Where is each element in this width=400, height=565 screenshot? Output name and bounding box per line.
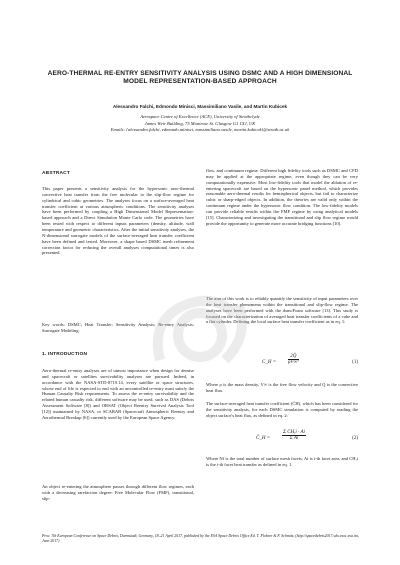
- equation-1-numerator: 2Q̇: [288, 354, 299, 360]
- abstract-text: This paper presents a sensitivity analysis for the hypersonic aero-thermal convective heat transfer from the free molecular to the slip-flow regime for cylindrical and cubic geometries. The analyses focus on a surface-averaged heat transfer coefficient at various atmospheric conditions. The sensitivity analyses have been performed by coupling a High Dimensional Model Representation-based approach and a Direct Simulation Monte Carlo code. The geometries have been tested with respect to different inputs parameters (density, altitude, wall temperature and geometric characteristics. After the initial sensitivity analyses, the N-dimensional surrogate models of the surface-averaged heat transfer coefficient have been defined and tested. Moreover, a shape based DSMC mesh refinement correction factor for reducing the overall analyses computational times is also presented.: [42, 186, 194, 256]
- equation-2-number: (2): [352, 436, 358, 441]
- affiliation-line-2: James Weir Building, 75 Montrose St. Glasgow G1 1XJ, UK: [144, 120, 256, 126]
- esa-watermark-logo: [130, 265, 270, 395]
- equation-2-numerator: Σ CH,i · Ai: [283, 430, 305, 435]
- introduction-heading: 1. INTRODUCTION: [42, 352, 88, 357]
- introduction-paragraph-2: An object re-entering the atmosphere passes through different flow regimes, each with a decreasing rarefaction degree: Free Molecular Flow (FMF), transitional, slip-: [42, 484, 194, 501]
- equation-1-lhs: C_H =: [262, 360, 277, 365]
- keywords: Key words: DSMC; Heat Transfer; Sensitivity Analysis; Re-entry Analysis; Surrogate Modeling.: [42, 322, 194, 333]
- equation-1-denominator: ρV∞³: [288, 360, 299, 365]
- paper-title: AERO-THERMAL RE-ENTRY SENSITIVITY ANALYSIS USING DSMC AND A HIGH DIMENSIONAL MODEL REPRESENTATION-BASED APPROACH: [47, 70, 353, 86]
- equation-2-fraction: [282, 430, 306, 441]
- abstract-heading: ABSTRACT: [42, 171, 70, 176]
- author-list: Alessandro Falchi, Edmondo Minisci, Massimiliano Vasile, and Martin Kubicek: [112, 104, 288, 109]
- equation-1-number: (1): [352, 360, 358, 365]
- body-paragraph-1: flow, and continuum regime. Different high fidelity tools such as DSMC and CFD may be applied at the appropriate regime, even though they can be very computationally expensive. Most low-fidelity tools that model the ablation of re-entering spacecraft are based on the hypersonic panel method, which provides reasonable aero-thermal results for hemispherical objects, but fail to characterize cubic or sharp-edged objects. In addition, the theories are valid only within the continuum regime under the hypersonic flow condition. The low-fidelity models can provide reliable results within the FMF regime by using analytical models [15]. Characterizing and investigating the transitional and slip flow regime would provide the opportunity to generate more accurate bridging functions [10].: [206, 168, 358, 226]
- equation-2: [206, 430, 358, 452]
- body-paragraph-5: Where Nf is the total number of surface mesh facets, Ai is i-th facet area, and CH,i is the i-th facet heat transfer as defined in eq. 1.: [206, 456, 358, 467]
- equation-2-lhs: C̄_H =: [256, 436, 271, 441]
- proceedings-footer: Proc. 7th European Conference on Space Debris, Darmstadt, Germany, 18–21 April 2017, published by the ESA Space Debris Office Ed. T. Flohrer & F. Schmitz, (http://spacedebris2017.sdo.esoc.esa.int, June 2017): [42, 534, 359, 544]
- body-paragraph-2: The aim of this work is to reliably quantify the sensitivity of input parameters over the heat transfer phenomena within the transitional and slip-flow regime. The analyses have been performed with the dsmcFoam software [13]. This study is focused on the characterization of averaged heat transfer coefficients of a cube and a flat cylinder. Defining the local surface heat transfer coefficient as in eq. 1:: [206, 296, 358, 325]
- body-paragraph-3: Where ρ is the mass density, V∞ is the free flow velocity and Q̇ is the convective heat flux.: [206, 382, 358, 393]
- introduction-paragraph-1: Aero-thermal re-entry analyses are of utmost importance when design for demise and spacecraft or satellites survivability analyses are pursued. Indeed, in accordance with the NASA-STD-8719.14, every satellite or space structures, whose end of life is expected to end with an uncontrolled re-entry must satisfy the Human Casualty Risk requirements. To assess the re-entry survivability and the related human casualty risk, different software may be used, such as DAS (Debris Assessment Software [8]) and ORSAT (Object Reentry Survival Analysis Tool [12]) maintained by NASA, or SCARAB (Spacecraft Atmospheric Reentry and Aerothermal Breakup [6]) currently used by the European Space Agency.: [42, 368, 194, 420]
- affiliation-emails: Emails: {alessandro.falchi, edmondo.minisci, massimiliano.vasile, martin.kubicek}@strath.ac.uk: [110, 127, 290, 132]
- affiliation-line-1: Aerospace Centre of Excellence (ACE), University of Strathclyde: [140, 114, 260, 119]
- equation-1-fraction: [288, 354, 299, 365]
- equation-2-denominator: Σ Ai: [289, 436, 299, 441]
- body-paragraph-4: The surface-averaged heat transfer coefficient (C̄H), which has been considered for the sensitivity analysis, for each DSMC simulation is computed by reading the object surface's heat flux, as defined in eq. 2:: [206, 401, 358, 418]
